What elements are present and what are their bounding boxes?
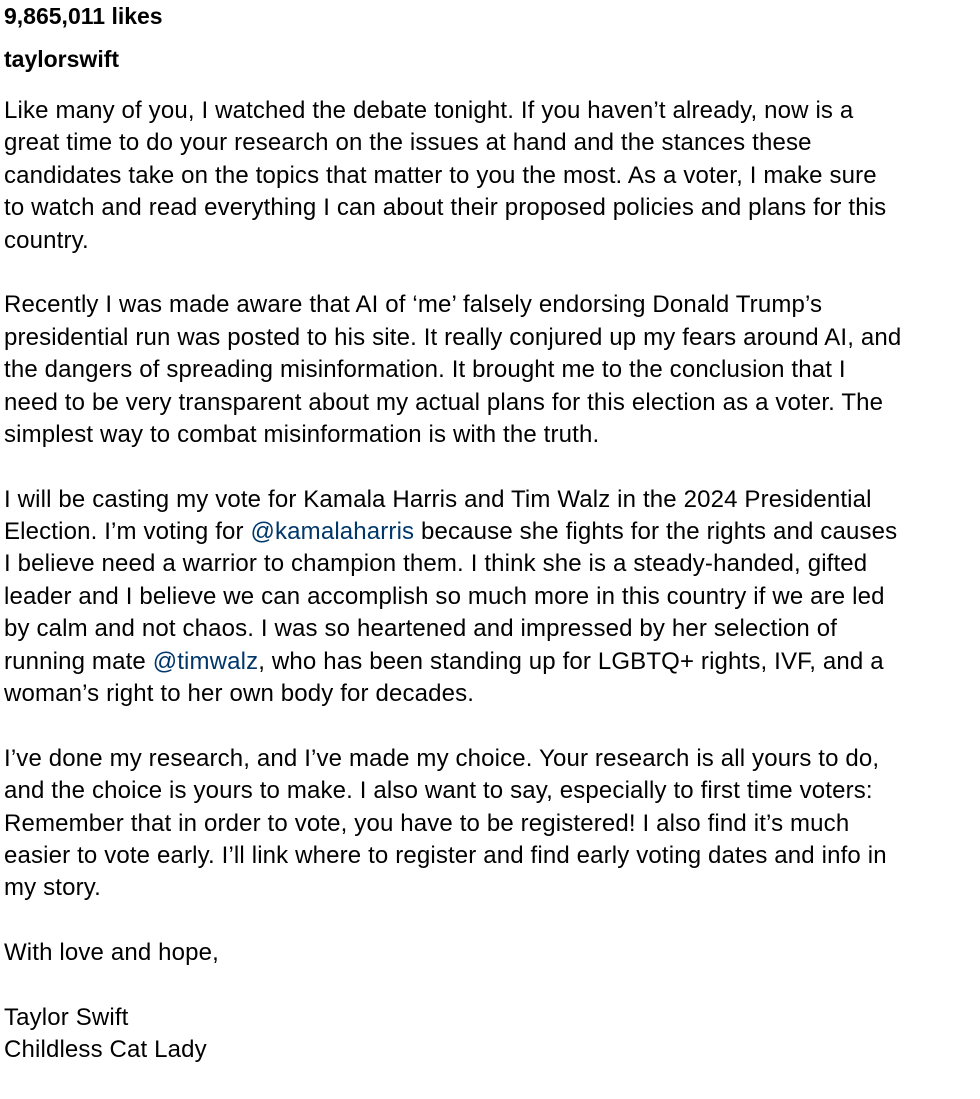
- mention-timwalz-link[interactable]: @timwalz: [152, 647, 259, 675]
- caption-line: Remember that in order to vote, you have to be registered! I also find it’s much: [4, 809, 850, 837]
- caption-line: presidential run was posted to his site. It really conjured up my fears around AI, and: [4, 323, 902, 351]
- caption-line: leader and I believe we can accomplish so much more in this country if we are led: [4, 582, 885, 610]
- likes-count-link[interactable]: 9,865,011 likes: [4, 3, 163, 29]
- caption-signature: [4, 1002, 970, 1067]
- caption-line: country.: [4, 226, 89, 254]
- caption-line: [4, 646, 970, 678]
- caption-line: simplest way to combat misinformation is with the truth.: [4, 420, 600, 448]
- caption-line: my story.: [4, 874, 101, 902]
- post-caption-panel: [4, 0, 970, 1099]
- caption-line: I’ve done my research, and I’ve made my choice. Your research is all yours to do,: [4, 744, 880, 772]
- caption-line: the dangers of spreading misinformation. It brought me to the conclusion that I: [4, 356, 846, 384]
- caption-paragraph-1: [4, 95, 970, 257]
- caption-paragraph-2: [4, 289, 970, 451]
- caption-line: to watch and read everything I can about their proposed policies and plans for this: [4, 194, 887, 222]
- likes-count: [4, 1, 970, 31]
- caption-line: With love and hope,: [4, 939, 219, 967]
- caption-text-fragment: running mate: [4, 647, 153, 675]
- caption-line: Like many of you, I watched the debate tonight. If you haven’t already, now is a: [4, 97, 854, 124]
- caption-line: Childless Cat Lady: [4, 1036, 207, 1064]
- caption-line: great time to do your research on the issues at hand and the stances these: [4, 129, 812, 157]
- caption-text: [4, 95, 970, 1067]
- caption-line: easier to vote early. I’ll link where to register and find early voting dates and info in: [4, 841, 887, 869]
- caption-paragraph-3: [4, 484, 970, 711]
- caption-text-fragment: because she fights for the rights and causes: [414, 518, 898, 546]
- caption-line: Recently I was made aware that AI of ‘me’ falsely endorsing Donald Trump’s: [4, 291, 823, 319]
- mention-kamalaharris-link[interactable]: @kamalaharris: [250, 518, 415, 546]
- caption-line: [4, 516, 970, 548]
- caption-line: by calm and not chaos. I was so heartened and impressed by her selection of: [4, 615, 838, 643]
- caption-paragraph-4: [4, 743, 970, 905]
- caption-line: need to be very transparent about my actual plans for this election as a voter. The: [4, 388, 884, 416]
- caption-line: I believe need a warrior to champion them. I think she is a steady-handed, gifted: [4, 550, 868, 578]
- caption-text-fragment: , who has been standing up for LGBTQ+ rights, IVF, and a: [258, 647, 884, 675]
- caption-line: I will be casting my vote for Kamala Harris and Tim Walz in the 2024 Presidential: [4, 485, 872, 513]
- caption-line: candidates take on the topics that matter to you the most. As a voter, I make sure: [4, 161, 877, 189]
- username-link[interactable]: taylorswift: [4, 46, 120, 72]
- caption-line: woman’s right to her own body for decades.: [4, 680, 475, 708]
- caption-paragraph-5: [4, 937, 970, 969]
- caption-text-fragment: Election. I’m voting for: [4, 518, 251, 546]
- caption-line: and the choice is yours to make. I also want to say, especially to first time voters:: [4, 777, 873, 805]
- caption-line: Taylor Swift: [4, 1003, 129, 1031]
